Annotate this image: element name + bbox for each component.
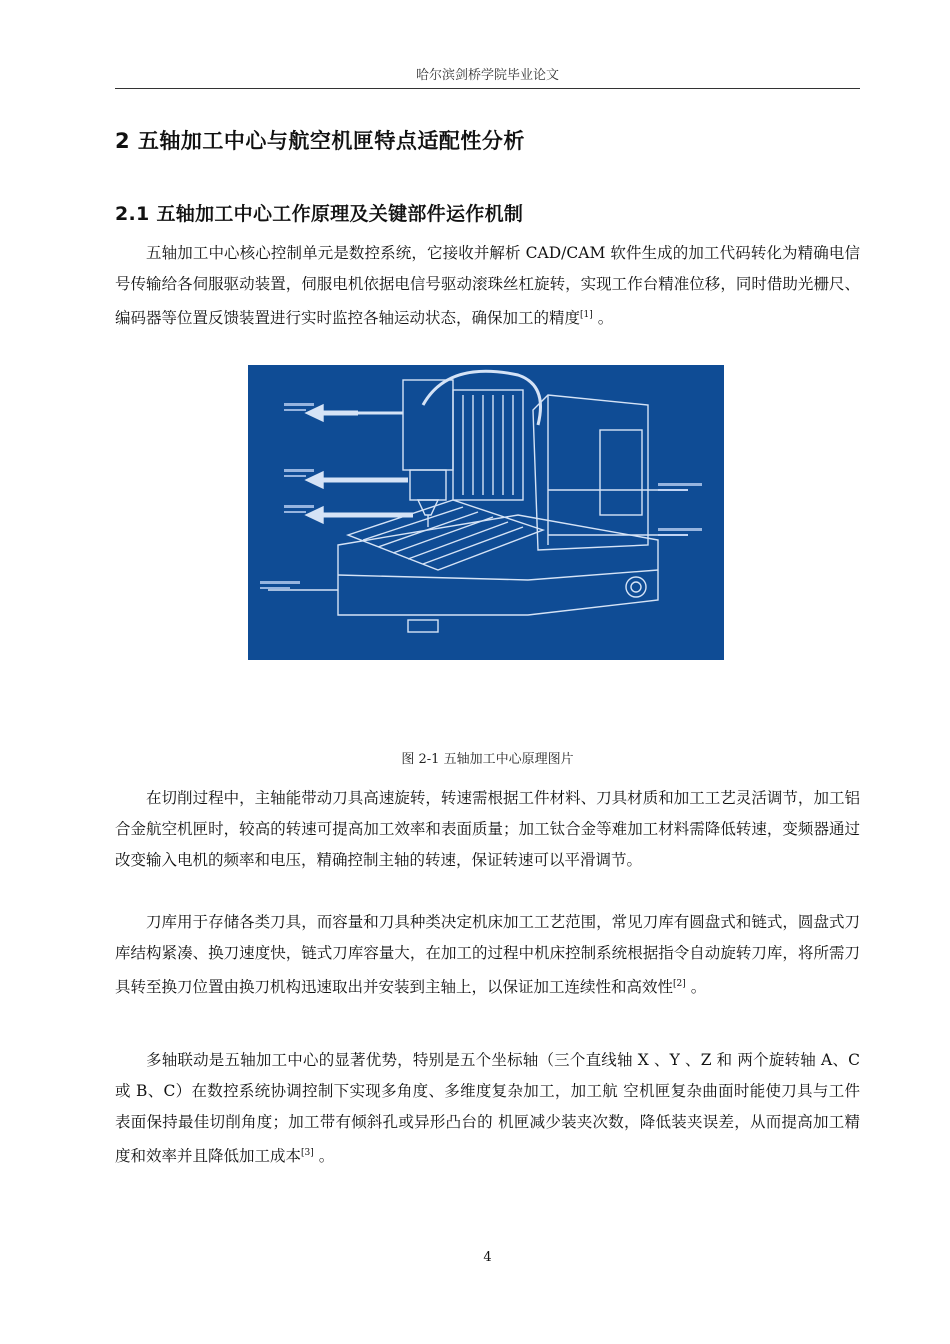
section-heading: 2.1 五轴加工中心工作原理及关键部件运作机制 bbox=[115, 203, 524, 225]
paragraph-2-text: 在切削过程中，主轴能带动刀具高速旋转，转速需根据工件材料、刀具材质和加工工艺灵活调节，加工铝合金航空机匣时，较高的转速可提高加工效率和表面质量；加工钛合金等难加工材料需降低转速，变频器通过改变输入电机的频率和电压，精确控制主轴的转速，保证转速可以平滑调节。 bbox=[115, 789, 860, 869]
header-rule bbox=[115, 88, 860, 89]
paragraph-3-end: 。 bbox=[685, 978, 707, 997]
running-header: 哈尔滨剑桥学院毕业论文 bbox=[415, 68, 559, 83]
figure-caption: 图 2-1 五轴加工中心原理图片 bbox=[401, 752, 574, 767]
paragraph-4-text: 多轴联动是五轴加工中心的显著优势，特别是五个坐标轴（三个直线轴 X 、Y 、Z 和 两个旋转轴 A、C 或 B、C）在数控系统协调控制下实现多角度、多维度复杂加工，加工航 空机匣复杂曲面时能使刀具与工件表面保持最佳切削角度；加工带有倾斜孔或异形凸台的 机匣减少装夹次数，降低装夹误差，从而提高加工精度和效率并且降低加工成本 bbox=[115, 1051, 860, 1166]
paragraph-2 bbox=[115, 783, 860, 876]
paragraph-1 bbox=[115, 238, 860, 334]
paragraph-3-text: 刀库用于存储各类刀具，而容量和刀具种类决定机床加工工艺范围，常见刀库有圆盘式和链式，圆盘式刀库结构紧凑、换刀速度快，链式刀库容量大，在加工的过程中机床控制系统根据指令自动旋转刀库，将所需刀具转至换刀位置由换刀机构迅速取出并安装到主轴上，以保证加工连续性和高效性 bbox=[115, 913, 860, 997]
citation-1[interactable]: [1] bbox=[580, 310, 593, 320]
page-number: 4 bbox=[483, 1250, 492, 1265]
citation-3[interactable]: [3] bbox=[301, 1148, 314, 1158]
paragraph-4 bbox=[115, 1045, 860, 1172]
paragraph-4-end: 。 bbox=[313, 1147, 335, 1166]
paragraph-3 bbox=[115, 907, 860, 1003]
chapter-heading: 2 五轴加工中心与航空机匣特点适配性分析 bbox=[115, 129, 525, 153]
citation-2[interactable]: [2] bbox=[673, 979, 686, 989]
cnc-machine-blueprint-icon bbox=[248, 365, 724, 660]
cnc-machine-blueprint-figure bbox=[248, 365, 724, 660]
paragraph-1-end: 。 bbox=[592, 309, 614, 328]
paragraph-1-text: 五轴加工中心核心控制单元是数控系统，它接收并解析 CAD/CAM 软件生成的加工代码转化为精确电信号传输给各伺服驱动装置，伺服电机依据电信号驱动滚珠丝杠旋转，实现工作台精准位移，同时借助光栅尺、编码器等位置反馈装置进行实时监控各轴运动状态，确保加工的精度 bbox=[115, 244, 860, 328]
